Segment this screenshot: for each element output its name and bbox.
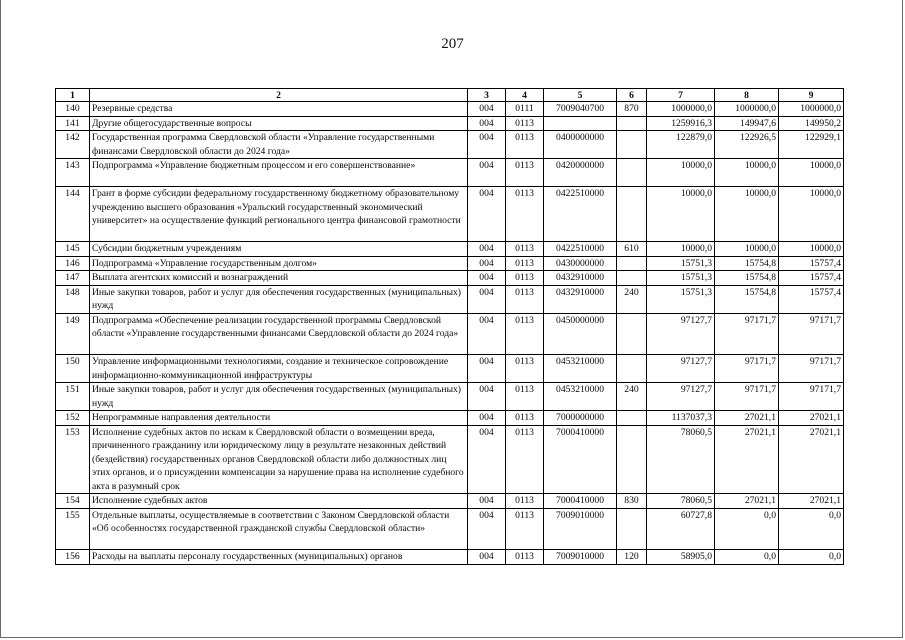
table-row [56,116,844,131]
amount-year3-cell: 1000000,0 [779,102,844,117]
expense-type-cell [617,313,647,355]
chapter-code-cell: 004 [468,187,506,242]
section-code-cell: 0113 [506,508,544,550]
expense-type-cell: 120 [617,550,647,565]
target-code-cell: 7000000000 [544,411,617,426]
row-name-cell: Иные закупки товаров, работ и услуг для обеспечения государственных (муниципальных) нужд [90,383,468,411]
expense-type-cell [617,355,647,383]
row-number-cell: 147 [56,271,90,286]
amount-year3-cell: 27021,1 [779,411,844,426]
amount-year2-cell: 0,0 [715,508,779,550]
amount-year3-cell: 27021,1 [779,494,844,509]
amount-year1-cell: 97127,7 [647,383,715,411]
target-code-cell: 0422510000 [544,187,617,242]
table-row [56,242,844,257]
table-row [56,508,844,550]
section-code-cell: 0113 [506,187,544,242]
row-name-cell: Подпрограмма «Управление бюджетным процессом и его совершенствование» [90,159,468,187]
chapter-code-cell: 004 [468,285,506,313]
amount-year1-cell: 1259916,3 [647,116,715,131]
target-code-cell: 0453210000 [544,355,617,383]
row-name-cell: Выплата агентских комиссий и вознаграждений [90,271,468,286]
expense-type-cell [617,116,647,131]
table-row [56,550,844,565]
budget-table [55,88,844,565]
table-row [56,411,844,426]
amount-year1-cell: 60727,8 [647,508,715,550]
amount-year2-cell: 97171,7 [715,383,779,411]
expense-type-cell: 830 [617,494,647,509]
expense-type-cell [617,411,647,426]
row-name-cell: Непрограммные направления деятельности [90,411,468,426]
section-code-cell: 0113 [506,242,544,257]
chapter-code-cell: 004 [468,271,506,286]
expense-type-cell [617,187,647,242]
row-number-cell: 153 [56,425,90,494]
amount-year2-cell: 10000,0 [715,159,779,187]
column-header: 7 [647,89,715,102]
column-header: 5 [544,89,617,102]
expense-type-cell: 870 [617,102,647,117]
amount-year3-cell: 97171,7 [779,383,844,411]
row-number-cell: 151 [56,383,90,411]
chapter-code-cell: 004 [468,494,506,509]
row-number-cell: 143 [56,159,90,187]
section-code-cell: 0113 [506,355,544,383]
chapter-code-cell: 004 [468,355,506,383]
column-header: 1 [56,89,90,102]
row-number-cell: 145 [56,242,90,257]
row-name-cell: Субсидии бюджетным учреждениям [90,242,468,257]
table-row [56,159,844,187]
section-code-cell: 0113 [506,550,544,565]
target-code-cell: 0453210000 [544,383,617,411]
amount-year1-cell: 58905,0 [647,550,715,565]
amount-year1-cell: 15751,3 [647,285,715,313]
table-row [56,285,844,313]
row-name-cell: Подпрограмма «Управление государственным долгом» [90,256,468,271]
expense-type-cell: 240 [617,383,647,411]
expense-type-cell [617,256,647,271]
section-code-cell: 0113 [506,131,544,159]
column-header: 3 [468,89,506,102]
amount-year1-cell: 10000,0 [647,159,715,187]
expense-type-cell [617,271,647,286]
amount-year3-cell: 122929,1 [779,131,844,159]
amount-year1-cell: 122879,0 [647,131,715,159]
table-header-row [56,89,844,102]
chapter-code-cell: 004 [468,116,506,131]
chapter-code-cell: 004 [468,159,506,187]
amount-year3-cell: 15757,4 [779,256,844,271]
row-name-cell: Другие общегосударственные вопросы [90,116,468,131]
amount-year3-cell: 149950,2 [779,116,844,131]
target-code-cell: 0432910000 [544,285,617,313]
amount-year1-cell: 78060,5 [647,425,715,494]
amount-year3-cell: 97171,7 [779,313,844,355]
row-name-cell: Грант в форме субсидии федеральному государственному бюджетному образовательному учреждению высшего образования «Уральский государственный экономический университет» на осуществление функций регионального центра финансовой грамотности [90,187,468,242]
expense-type-cell: 610 [617,242,647,257]
amount-year2-cell: 97171,7 [715,355,779,383]
row-number-cell: 156 [56,550,90,565]
target-code-cell: 7009010000 [544,508,617,550]
chapter-code-cell: 004 [468,508,506,550]
table-row [56,187,844,242]
target-code-cell: 0420000000 [544,159,617,187]
amount-year1-cell: 15751,3 [647,256,715,271]
table-row [56,425,844,494]
amount-year3-cell: 0,0 [779,550,844,565]
section-code-cell: 0111 [506,102,544,117]
row-number-cell: 146 [56,256,90,271]
amount-year2-cell: 27021,1 [715,425,779,494]
amount-year2-cell: 15754,8 [715,271,779,286]
row-number-cell: 140 [56,102,90,117]
amount-year2-cell: 27021,1 [715,494,779,509]
amount-year2-cell: 15754,8 [715,256,779,271]
column-header: 9 [779,89,844,102]
table-row [56,383,844,411]
row-name-cell: Отдельные выплаты, осуществляемые в соответствии с Законом Свердловской области «Об особенностях государственной гражданской службы Свердловской области» [90,508,468,550]
row-number-cell: 152 [56,411,90,426]
row-number-cell: 150 [56,355,90,383]
target-code-cell: 0422510000 [544,242,617,257]
expense-type-cell [617,508,647,550]
table-row [56,256,844,271]
target-code-cell: 0450000000 [544,313,617,355]
amount-year1-cell: 10000,0 [647,242,715,257]
amount-year2-cell: 0,0 [715,550,779,565]
amount-year3-cell: 27021,1 [779,425,844,494]
row-number-cell: 142 [56,131,90,159]
target-code-cell: 0430000000 [544,256,617,271]
section-code-cell: 0113 [506,425,544,494]
amount-year3-cell: 0,0 [779,508,844,550]
table-row [56,131,844,159]
amount-year3-cell: 10000,0 [779,159,844,187]
amount-year2-cell: 149947,6 [715,116,779,131]
row-number-cell: 144 [56,187,90,242]
amount-year2-cell: 1000000,0 [715,102,779,117]
chapter-code-cell: 004 [468,550,506,565]
expense-type-cell [617,425,647,494]
column-header: 4 [506,89,544,102]
amount-year1-cell: 1000000,0 [647,102,715,117]
chapter-code-cell: 004 [468,131,506,159]
amount-year2-cell: 15754,8 [715,285,779,313]
amount-year1-cell: 97127,7 [647,355,715,383]
row-name-cell: Государственная программа Свердловской области «Управление государственными финансами Свердловской области до 2024 года» [90,131,468,159]
row-name-cell: Резервные средства [90,102,468,117]
section-code-cell: 0113 [506,313,544,355]
amount-year1-cell: 10000,0 [647,187,715,242]
column-header: 8 [715,89,779,102]
amount-year2-cell: 10000,0 [715,242,779,257]
chapter-code-cell: 004 [468,383,506,411]
table-row [56,271,844,286]
row-number-cell: 141 [56,116,90,131]
table-row [56,313,844,355]
section-code-cell: 0113 [506,159,544,187]
row-number-cell: 149 [56,313,90,355]
target-code-cell: 0400000000 [544,131,617,159]
target-code-cell: 7009010000 [544,550,617,565]
chapter-code-cell: 004 [468,313,506,355]
section-code-cell: 0113 [506,271,544,286]
amount-year3-cell: 15757,4 [779,285,844,313]
row-number-cell: 155 [56,508,90,550]
amount-year3-cell: 97171,7 [779,355,844,383]
amount-year1-cell: 15751,3 [647,271,715,286]
section-code-cell: 0113 [506,285,544,313]
target-code-cell: 7009040700 [544,102,617,117]
section-code-cell: 0113 [506,411,544,426]
section-code-cell: 0113 [506,494,544,509]
amount-year3-cell: 10000,0 [779,187,844,242]
target-code-cell: 7000410000 [544,425,617,494]
expense-type-cell: 240 [617,285,647,313]
chapter-code-cell: 004 [468,425,506,494]
section-code-cell: 0113 [506,383,544,411]
amount-year1-cell: 97127,7 [647,313,715,355]
table-row [56,494,844,509]
amount-year1-cell: 1137037,3 [647,411,715,426]
table-body [56,102,844,565]
expense-type-cell [617,159,647,187]
amount-year3-cell: 15757,4 [779,271,844,286]
row-name-cell: Расходы на выплаты персоналу государственных (муниципальных) органов [90,550,468,565]
page-number: 207 [441,36,464,52]
amount-year3-cell: 10000,0 [779,242,844,257]
expense-type-cell [617,131,647,159]
chapter-code-cell: 004 [468,242,506,257]
row-name-cell: Исполнение судебных актов [90,494,468,509]
row-name-cell: Управление информационными технологиями, создание и техническое сопровождение информационно-коммуникационной инфраструктуры [90,355,468,383]
amount-year2-cell: 27021,1 [715,411,779,426]
amount-year2-cell: 97171,7 [715,313,779,355]
table-row [56,355,844,383]
chapter-code-cell: 004 [468,411,506,426]
amount-year1-cell: 78060,5 [647,494,715,509]
row-name-cell: Подпрограмма «Обеспечение реализации государственной программы Свердловской области «Управление государственными финансами Свердловской области до 2024 года» [90,313,468,355]
chapter-code-cell: 004 [468,102,506,117]
column-header: 6 [617,89,647,102]
target-code-cell [544,116,617,131]
table-row [56,102,844,117]
column-header: 2 [90,89,468,102]
row-name-cell: Исполнение судебных актов по искам к Свердловской области о возмещении вреда, причиненного гражданину или юридическому лицу в результате незаконных действий (бездействия) государственных органов Свердловской области либо должностных лиц этих органов, и о присуждении компенсации за нарушение права на исполнение судебного акта в разумный срок [90,425,468,494]
amount-year2-cell: 122926,5 [715,131,779,159]
row-number-cell: 154 [56,494,90,509]
chapter-code-cell: 004 [468,256,506,271]
row-name-cell: Иные закупки товаров, работ и услуг для обеспечения государственных (муниципальных) нужд [90,285,468,313]
section-code-cell: 0113 [506,256,544,271]
target-code-cell: 7000410000 [544,494,617,509]
row-number-cell: 148 [56,285,90,313]
amount-year2-cell: 10000,0 [715,187,779,242]
section-code-cell: 0113 [506,116,544,131]
target-code-cell: 0432910000 [544,271,617,286]
